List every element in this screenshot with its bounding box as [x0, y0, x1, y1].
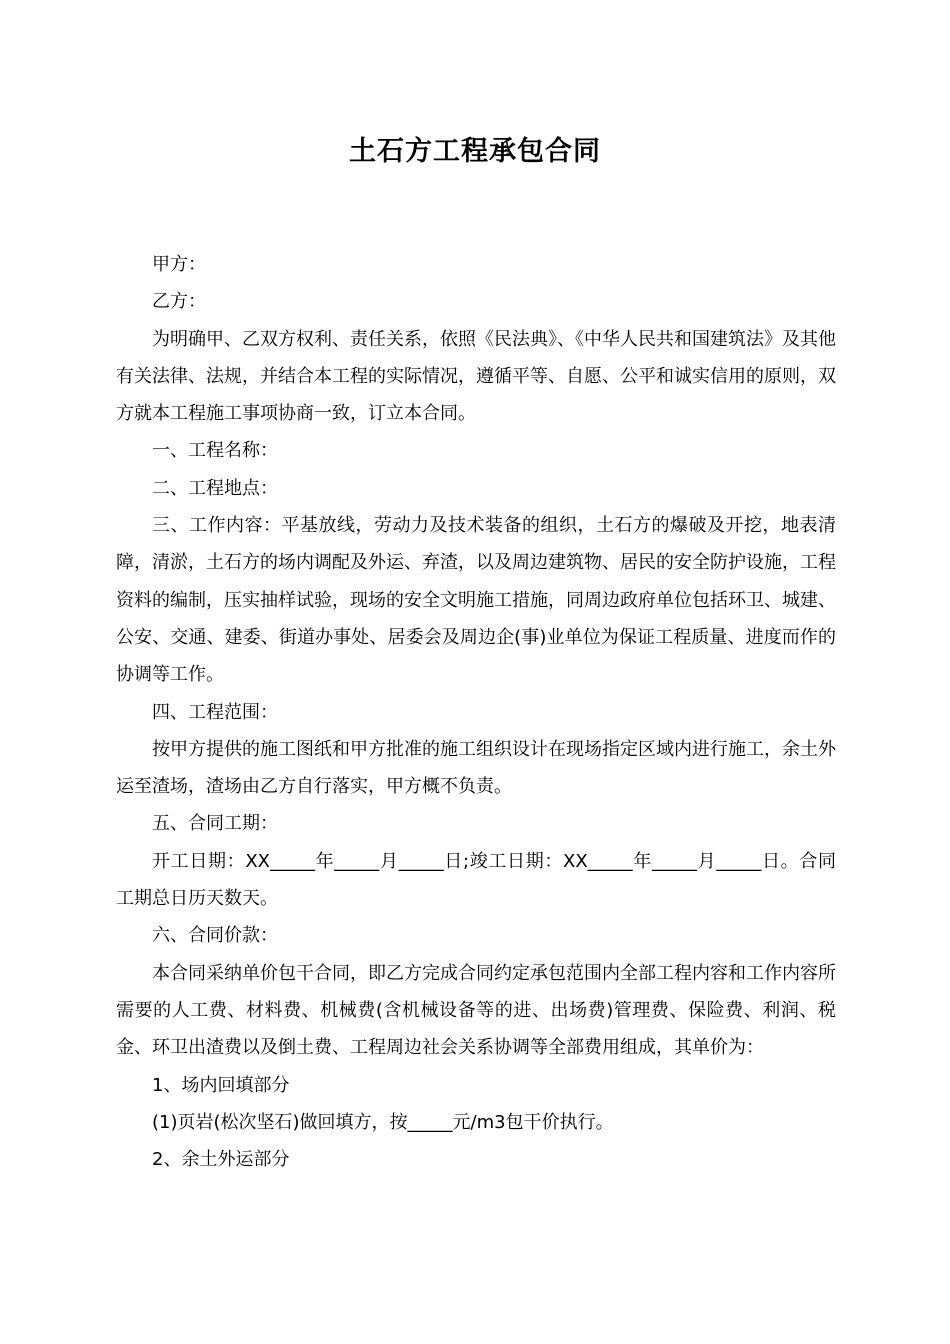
section-6-paragraph: 本合同采纳单价包干合同，即乙方完成合同约定承包范围内全部工程内容和工作内容所需要的人工费、材料费、机械费(含机械设备等的进、出场费)管理费、保险费、利润、税金、环卫出渣费以及倒土费、工程周边社会关系协调等全部费用组成，其单价为： [116, 962, 836, 1059]
section-1-heading: 一、工程名称： [152, 440, 278, 462]
section-5-heading: 五、合同工期： [152, 813, 278, 835]
section-4-paragraph: 按甲方提供的施工图纸和甲方批准的施工组织设计在现场指定区域内进行施工，余土外运至渣场，渣场由乙方自行落实，甲方概不负责。 [116, 738, 836, 798]
section-4-heading: 四、工程范围： [152, 701, 278, 723]
section-5-paragraph: 开工日期：XX_____年_____月_____日;竣工日期：XX_____年_____月_____日。合同工期总日历天数天。 [116, 850, 836, 910]
preamble-paragraph: 为明确甲、乙双方权利、责任关系，依照《民法典》、《中华人民共和国建筑法》及其他有关法律、法规，并结合本工程的实际情况，遵循平等、自愿、公平和诚实信用的原则，双方就本工程施工事项协商一致，订立本合同。 [116, 328, 836, 425]
subsection-2-heading: 2、余土外运部分 [152, 1149, 290, 1171]
document-body [116, 246, 836, 1178]
section-2-heading: 二、工程地点： [152, 477, 278, 499]
party-b-line: 乙方： [152, 291, 206, 313]
subsection-1-heading: 1、场内回填部分 [152, 1074, 290, 1096]
party-a-line: 甲方： [152, 254, 206, 275]
section-6-heading: 六、合同价款： [152, 925, 278, 947]
document-title: 土石方工程承包合同 [349, 136, 601, 167]
subsection-1-item-1: (1)页岩(松次坚石)做回填方，按_____元/m3包干价执行。 [152, 1111, 614, 1133]
section-3-paragraph: 三、工作内容：平基放线，劳动力及技术装备的组织，土石方的爆破及开挖，地表清障，清淤，土石方的场内调配及外运、弃渣，以及周边建筑物、居民的安全防护设施，工程资料的编制，压实抽样试验，现场的安全文明施工措施，同周边政府单位包括环卫、城建、公安、交通、建委、街道办事处、居委会及周边企(事)业单位为保证工程质量、进度而作的协调等工作。 [116, 515, 836, 686]
